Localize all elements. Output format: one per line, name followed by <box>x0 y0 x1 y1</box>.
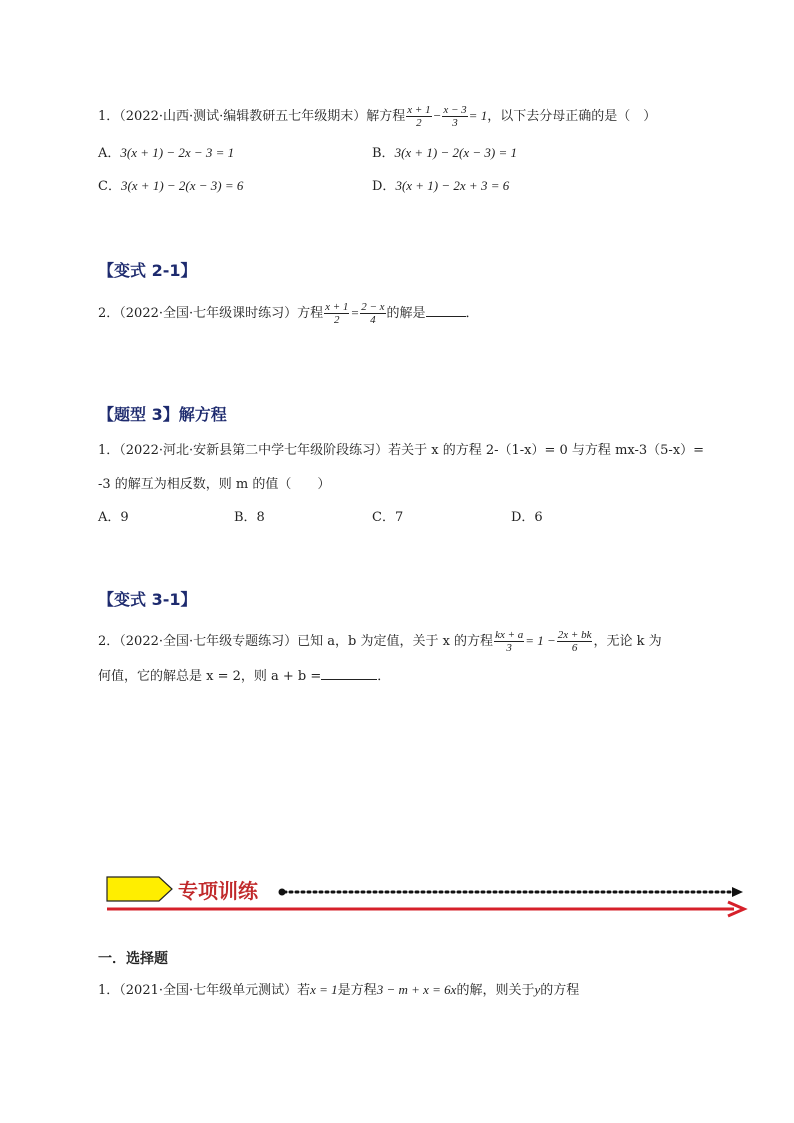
option-c: C．7 <box>372 510 404 525</box>
question-1: 1．（2022·山西·测试·编辑教研五七年级期末）解方程 $\frac{x + 1}{2}$ − $\frac{x - 3}{3}$ = 1，以下去分母正确的是（ ） <box>98 104 657 129</box>
option-d: D．3(x + 1) − 2x + 3 = 6 <box>372 178 510 194</box>
fraction: $\frac{x + 1}{2}$ <box>407 104 431 129</box>
question-5: 1．（2021·全国·七年级单元测试）若x = 1是方程3 − m + x = 6x的解，则关于y的方程 <box>98 982 580 998</box>
option-a: A．9 <box>98 510 129 525</box>
section-banner <box>104 868 754 920</box>
variant-heading: 【变式 2-1】 <box>98 261 197 280</box>
banner-title: 专项训练 <box>178 879 258 903</box>
banner-flag <box>107 877 172 901</box>
dotted-arrow-start <box>279 889 286 896</box>
question-1-stem: 1．（2022·山西·测试·编辑教研五七年级期末）解方程 <box>98 109 406 124</box>
answer-blank <box>426 304 466 317</box>
question-3-line-2: -3 的解互为相反数，则 m 的值（ ） <box>98 477 331 492</box>
type-heading: 【题型 3】解方程 <box>98 405 227 424</box>
fraction: $\frac{2 - x}{4}$ <box>361 301 385 326</box>
question-3-line-1: 1．（2022·河北·安新县第二中学七年级阶段练习）若关于 x 的方程 2-（1-x）= 0 与方程 mx-3（5-x）= <box>98 443 705 458</box>
section-title: 一．选择题 <box>98 951 168 967</box>
option-b: B．3(x + 1) − 2(x − 3) = 1 <box>372 145 518 161</box>
question-4-line-2: 何值，它的解总是 x = 2，则 a + b = ． <box>98 669 391 684</box>
question-2: 2．（2022·全国·七年级课时练习）方程 $\frac{x + 1}{2}$ = $\frac{2 - x}{4}$ 的解是 ． <box>98 301 479 326</box>
dotted-arrow-head <box>732 887 743 897</box>
fraction: $\frac{kx + a}{3}$ <box>495 629 524 654</box>
fraction: $\frac{x - 3}{3}$ <box>443 104 467 129</box>
option-d: D．6 <box>511 510 543 525</box>
fraction: $\frac{x + 1}{2}$ <box>325 301 349 326</box>
fraction: $\frac{2x + bk}{6}$ <box>557 629 592 654</box>
answer-blank <box>321 667 377 680</box>
option-a: A．3(x + 1) − 2x − 3 = 1 <box>98 145 235 161</box>
variant-heading: 【变式 3-1】 <box>98 590 197 609</box>
question-4-line-1: 2．（2022·全国·七年级专题练习）已知 a，b 为定值，关于 x 的方程 $\frac{kx + a}{3}$ = 1 − $\frac{2x + bk}{6}$ ，无论 k 为 <box>98 629 662 654</box>
option-c: C．3(x + 1) − 2(x − 3) = 6 <box>98 178 244 194</box>
option-b: B．8 <box>234 510 265 525</box>
